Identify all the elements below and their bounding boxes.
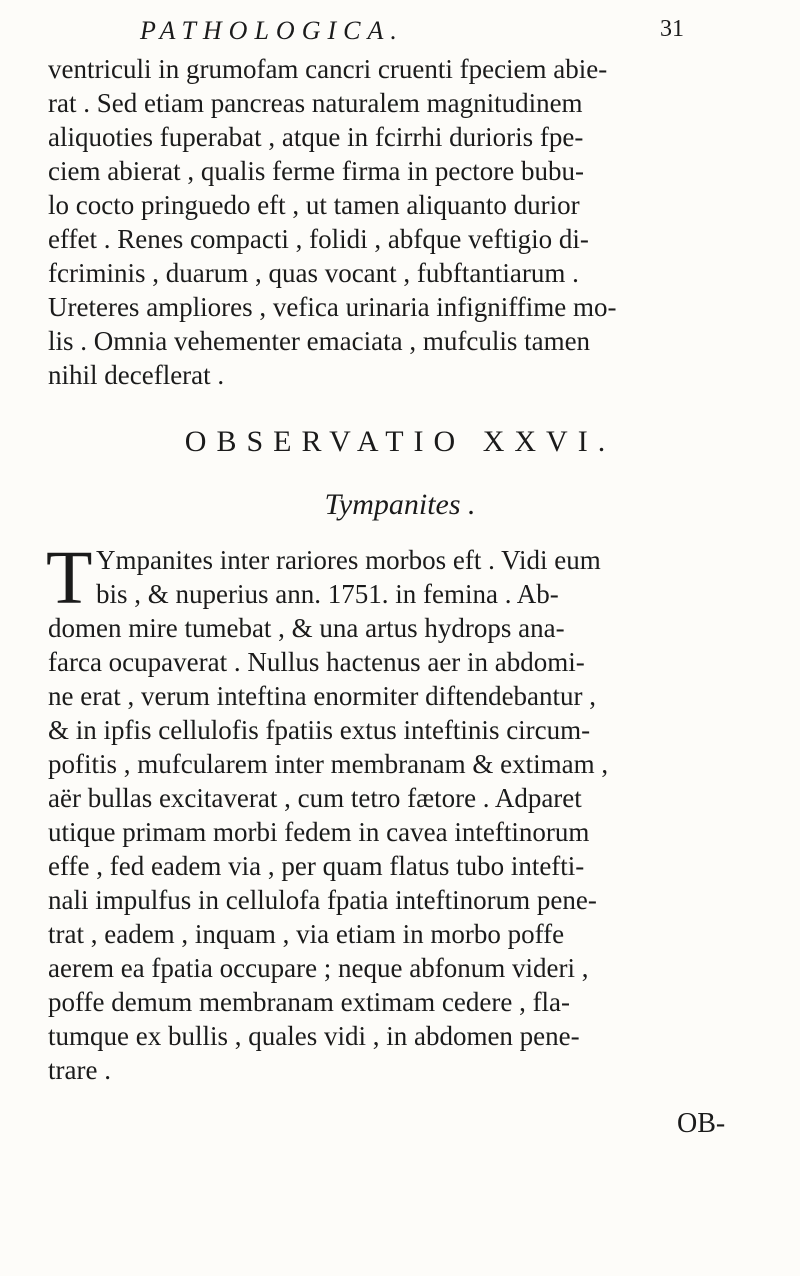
text-line: effet . Renes compacti , folidi , abfque veftigio di-	[48, 224, 589, 254]
text-line: domen mire tumebat , & una artus hydrops ana-	[48, 613, 565, 643]
text-line: aliquoties fuperabat , atque in fcirrhi durioris fpe-	[48, 122, 584, 152]
text-line: nali impulfus in cellulofa fpatia inteftinorum pene-	[48, 885, 597, 915]
page-number: 31	[660, 16, 684, 42]
text-line: ne erat , verum inteftina enormiter diftendebantur ,	[48, 681, 597, 711]
text-line: pofitis , mufcularem inter membranam & extimam ,	[48, 749, 609, 779]
text-line: effe , fed eadem via , per quam flatus tubo intefti-	[48, 851, 585, 881]
text-line: trat , eadem , inquam , via etiam in morbo poffe	[48, 919, 565, 949]
text-line: aerem ea fpatia occupare ; neque abfonum videri ,	[48, 953, 589, 983]
section-subheading: Tympanites .	[324, 488, 476, 521]
text-line: rat . Sed etiam pancreas naturalem magnitudinem	[48, 88, 583, 118]
text-line: aër bullas excitaverat , cum tetro fætore . Adparet	[48, 783, 582, 813]
text-line: trare .	[48, 1055, 111, 1085]
text-line: farca ocupaverat . Nullus hactenus aer in abdomi-	[48, 647, 585, 677]
observation-heading: OBSERVATIO XXVI.	[184, 425, 616, 458]
catchword: OB-	[677, 1108, 726, 1139]
text-line: tumque ex bullis , quales vidi , in abdomen pene-	[48, 1021, 580, 1051]
running-head: PATHOLOGICA.	[140, 16, 404, 45]
text-line: fcriminis , duarum , quas vocant , fubftantiarum .	[48, 258, 579, 288]
text-line: lis . Omnia vehementer emaciata , mufculis tamen	[48, 326, 591, 356]
drop-cap: T	[46, 536, 93, 620]
text-line: lo cocto pringuedo eft , ut tamen aliquanto durior	[48, 190, 580, 220]
text-line: nihil deceflerat .	[48, 360, 225, 390]
text-line: Ureteres ampliores , vefica urinaria infigniffime mo-	[48, 292, 617, 322]
text-line: Ympanites inter rariores morbos eft . Vidi eum	[96, 545, 601, 575]
text-line: ciem abierat , qualis ferme firma in pectore bubu-	[48, 156, 585, 186]
text-line: & in ipfis cellulofis fpatiis extus inteftinis circum-	[48, 715, 591, 745]
text-line: ventriculi in grumofam cancri cruenti fpeciem abie-	[48, 54, 608, 84]
text-line: utique primam morbi fedem in cavea inteftinorum	[48, 817, 590, 847]
page-header	[0, 16, 800, 50]
text-line: bis , & nuperius ann. 1751. in femina . Ab-	[96, 579, 559, 609]
text-line: poffe demum membranam extimam cedere , fla-	[48, 987, 571, 1017]
